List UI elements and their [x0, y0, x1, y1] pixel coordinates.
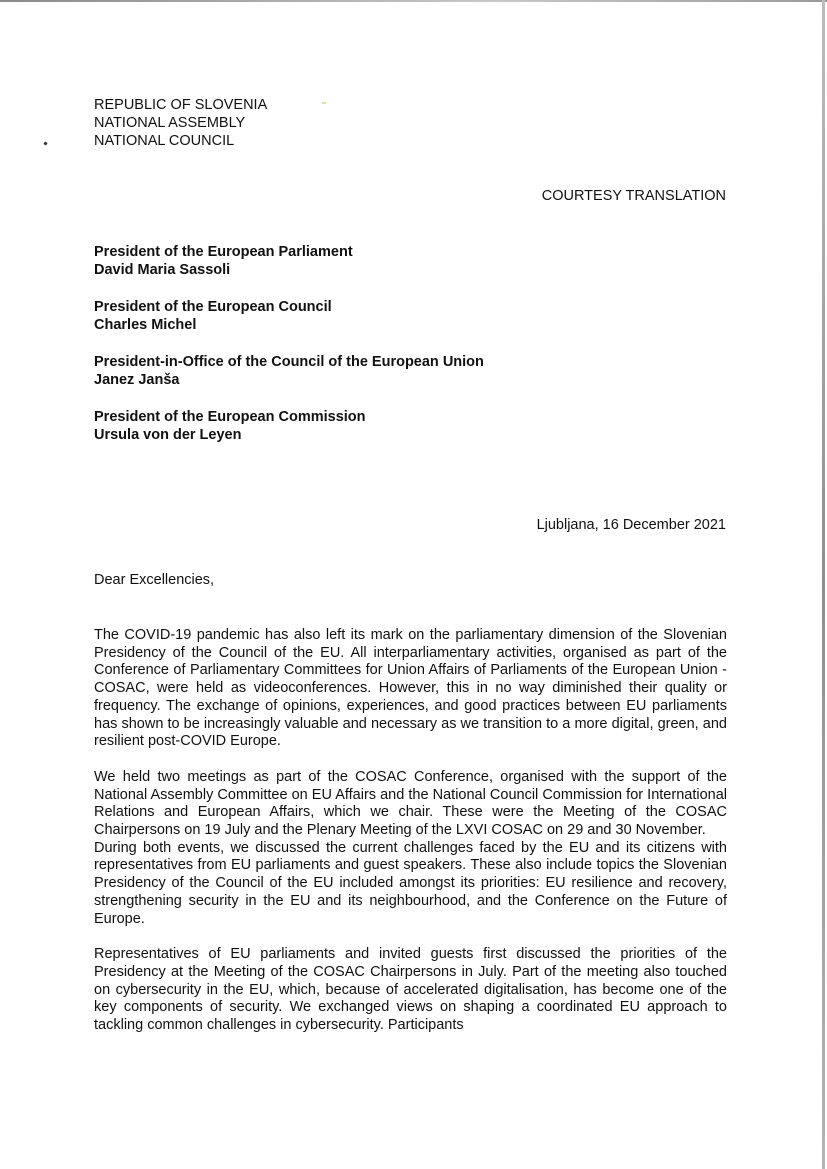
recipients-block — [94, 243, 484, 463]
scan-edge-right — [822, 0, 825, 1169]
recipient-name: Ursula von der Leyen — [94, 427, 242, 443]
recipient-title: President of the European Council — [94, 299, 332, 315]
sender-line: NATIONAL COUNCIL — [94, 133, 235, 149]
body-paragraph: The COVID-19 pandemic has also left its mark on the parliamentary dimension of the Slovenian Presidency of the Council of the EU. All interparliamentary activities, organised as part of the Conference of Parliamentary Committees for Union Affairs of Parliaments of the European Union - COSAC, were held as videoconferences. However, this in no way diminished their quality or frequency. The exchange of opinions, experiences, and good practices between EU parliaments has shown to be increasingly valuable and necessary as we transition to a more digital, green, and resilient post-COVID Europe. — [94, 627, 727, 750]
courtesy-translation-label: COURTESY TRANSLATION — [541, 188, 726, 204]
recipient-title: President of the European Parliament — [94, 244, 353, 260]
scan-artifact — [322, 102, 326, 104]
letter-date: Ljubljana, 16 December 2021 — [536, 517, 726, 533]
body-paragraph: We held two meetings as part of the COSAC Conference, organised with the support of the National Assembly Committee on EU Affairs and the National Council Commission for International Relations and European Affairs, which we chair. These were the Meeting of the COSAC Chairpersons on 19 July and the Plenary Meeting of the LXVI COSAC on 29 and 30 November. — [94, 768, 727, 839]
recipient-name: Charles Michel — [94, 317, 197, 333]
recipient — [94, 408, 484, 444]
recipient-title: President of the European Commission — [94, 409, 366, 425]
scan-edge-top — [0, 0, 827, 2]
sender-line: NATIONAL ASSEMBLY — [94, 115, 246, 131]
recipient-name: David Maria Sassoli — [94, 262, 231, 278]
recipient-name: Janez Janša — [94, 372, 180, 388]
sender-block — [94, 96, 267, 150]
scan-artifact — [43, 141, 47, 145]
recipient — [94, 298, 484, 334]
recipient — [94, 353, 484, 389]
letter-body — [94, 627, 727, 1035]
body-paragraph: Representatives of EU parliaments and invited guests first discussed the priorities of the Presidency at the Meeting of the COSAC Chairpersons in July. Part of the meeting also touched on cybersecurity in the EU, which, because of accelerated digitalisation, has become one of the key components of security. We exchanged views on shaping a coordinated EU approach to tackling common challenges in cybersecurity. Participants — [94, 946, 727, 1034]
recipient — [94, 243, 484, 279]
salutation: Dear Excellencies, — [94, 572, 215, 588]
sender-line: REPUBLIC OF SLOVENIA — [94, 97, 268, 113]
body-paragraph: During both events, we discussed the current challenges faced by the EU and its citizens with representatives from EU parliaments and guest speakers. These also include topics the Slovenian Presidency of the Council of the EU included amongst its priorities: EU resilience and recovery, strengthening security in the EU and its neighbourhood, and the Conference on the Future of Europe. — [94, 839, 727, 927]
recipient-title: President-in-Office of the Council of the European Union — [94, 354, 484, 370]
